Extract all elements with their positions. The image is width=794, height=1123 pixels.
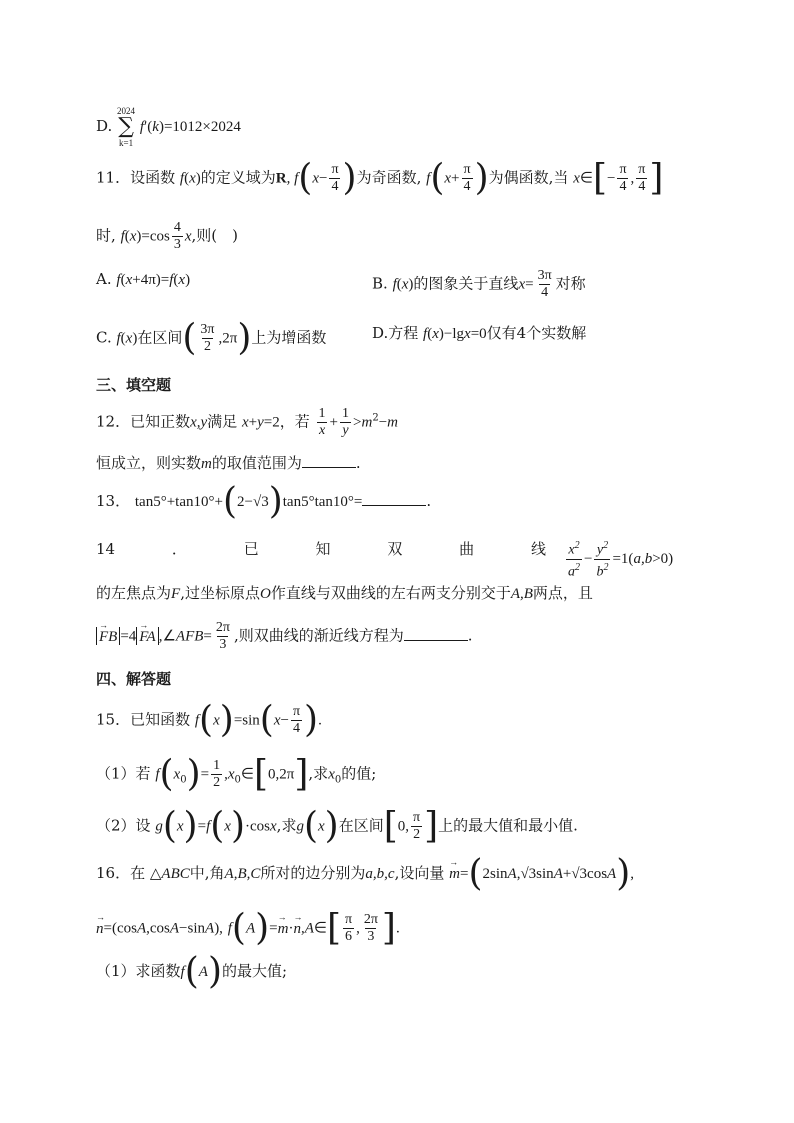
q12-stem: 12．已知正数x,y满足 x+y=2，若 $\frac{1}{x}$ + $\frac{1}{y}$ $>m^2-m$ bbox=[96, 406, 399, 438]
q15-stem: 15．已知函数 f(x)=sin(x− $\frac{\pi}{4}$ ). bbox=[96, 699, 322, 741]
q10-option-d: D. 2024 ∑ k=1 f′(k)=1012×2024 bbox=[96, 106, 241, 148]
q11-stem: 11．设函数 f(x)的定义域为R, f(x− $\frac{\pi}{4}$ )为奇函数, f(x+ $\frac{\pi}{4}$ )为偶函数,当 x∈[− $\frac{\pi}{4}$ , $\frac{\pi}{4}$ ] bbox=[96, 157, 664, 199]
section-title-fill-blank: 三、填空题 bbox=[96, 376, 172, 394]
q16-stem-cont: → n=(cosA,cosA−sinA), f(A)=→ m·→ n,A∈[ $\frac{\pi}{6}$ , $\frac{2\pi}{3}$ ]. bbox=[96, 912, 698, 945]
q16-stem: 16．在 △ABC中,角A,B,C所对的边分别为a,b,c,设向量 → m=(2sinA,√3sinA+√3cosA), bbox=[96, 862, 698, 885]
q16-part-1: （1）求函数f(A)的最大值; bbox=[96, 951, 288, 992]
section-title-solutions: 四、解答题 bbox=[96, 670, 172, 688]
answer-blank[interactable] bbox=[302, 453, 356, 468]
answer-blank[interactable] bbox=[404, 626, 468, 641]
q11-options-ab: A. f(x+4π)=f(x) B. f(x)的图象关于直线x= $\frac{3\pi}{4}$ 对称 bbox=[96, 268, 586, 300]
q11-options-cd: C. f(x)在区间( $\frac{3\pi}{2}$ ,2π)上为增函数 D.方程 f(x)−lgx=0仅有4个实数解 bbox=[96, 317, 587, 359]
summation: 2024 ∑ k=1 bbox=[117, 106, 136, 148]
q13-stem: 13． tan5°+tan10°+(2−√3)tan5°tan10°= . bbox=[96, 481, 432, 522]
q14-stem-cont2: → FB =4→ FA ,∠AFB= $\frac{2\pi}{3}$ ,则双曲线的渐近线方程为 . bbox=[96, 620, 698, 653]
q12-stem-cont: 恒成立，则实数m的取值范围为 . bbox=[96, 454, 361, 472]
q15-part-1: （1）若 $f(x_0)=$ $\frac{1}{2}$ $,x_0\in[0,2\pi]$,求$x_0$的值; bbox=[96, 753, 377, 795]
q14-stem-cont: 的左焦点为F,过坐标原点O作直线与双曲线的左右两支分别交于A,B两点，且 bbox=[96, 584, 593, 602]
q14-stem: 14 ． 已 知 双 曲 线 $\frac{x^2}{a^2}$ − $\frac{y^2}{b^2}$ =1(a,b>0) bbox=[96, 540, 674, 580]
answer-blank[interactable] bbox=[362, 491, 426, 506]
q15-part-2: （2）设 g(x)=f(x)·cosx,求g(x)在区间[0, $\frac{\pi}{2}$ ]上的最大值和最小值. bbox=[96, 805, 578, 847]
q11-stem-cont: 时, f(x)=cos $\frac{4}{3}$ x,则( ) bbox=[96, 220, 239, 252]
